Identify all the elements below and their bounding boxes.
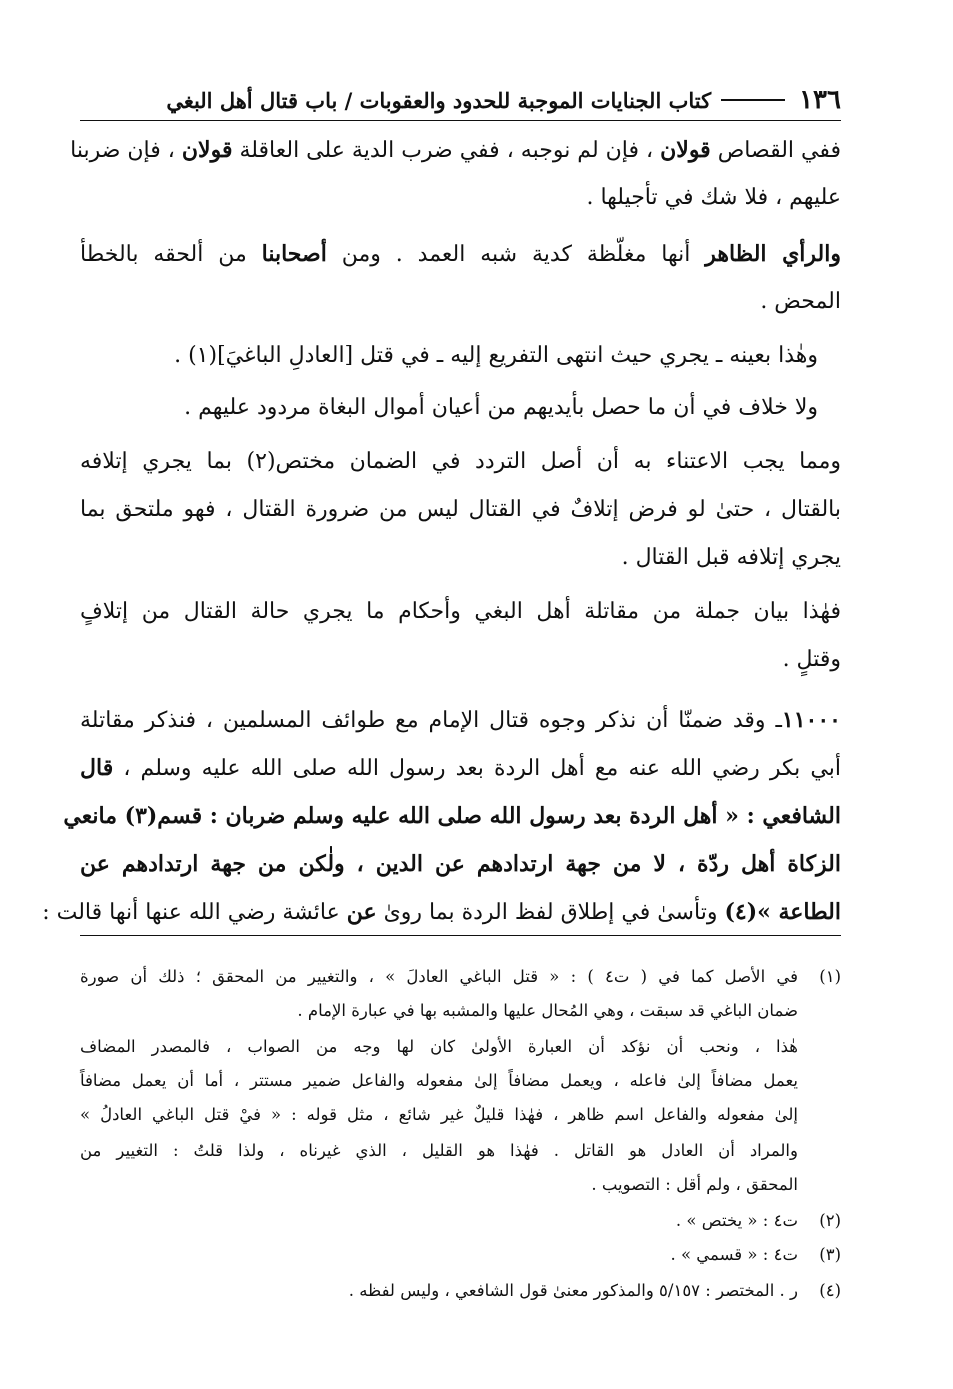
bold-term: عن — [346, 899, 377, 925]
footnote-separator — [80, 935, 841, 936]
bold-term: أصحابنا — [261, 241, 327, 267]
body-line — [70, 130, 841, 170]
body-line — [80, 700, 841, 740]
body-line — [63, 796, 841, 836]
bold-term: قولان — [660, 137, 711, 163]
footnote-line: في الأصل كما في ( ت٤ ) : « قتل الباغي العادلَ » ، والتغيير من المحقق ؛ ذلك أن صورة — [80, 967, 798, 986]
text-run: من ألحقه بالخطأ — [80, 242, 262, 267]
footnote-number: (٢) — [819, 1211, 841, 1230]
body-line: فهٰذا بيان جملة من مقاتلة أهل البغي وأحكام ما يجري حالة القتال من إتلافٍ — [80, 599, 841, 624]
body-line — [80, 234, 841, 274]
footnote-number: (١) — [819, 967, 841, 986]
bold-term: والرأي الظاهر — [705, 241, 841, 267]
text-run: ، فإن ضربنا — [70, 138, 182, 163]
footnote-line: ر . المختصر : ٥/١٥٧ والمذكور معنىٰ قول الشافعي ، وليس لفظه . — [348, 1281, 798, 1300]
running-title: كتاب الجنايات الموجبة للحدود والعقوبات / باب قتال أهل البغي — [166, 87, 712, 113]
text-run: وتأسىٰ في إطلاق لفظ الردة بما روىٰ — [376, 900, 725, 925]
text-run: ففي القصاص — [710, 138, 841, 163]
body-line: بالقتال ، حتىٰ لو فرض إتلافٌ في القتال ليس من ضرورة القتال ، فهو ملتحق بما — [80, 497, 841, 522]
footnote-line: ت٤ : « يختص » . — [675, 1211, 798, 1230]
footnote-line: يعمل مضافاً إلىٰ فاعله ، ويعمل مضافاً إلىٰ مفعوله والفاعل ضمير مستتر ، أما أن يعمل مضافاً — [80, 1071, 798, 1090]
running-header — [80, 80, 841, 121]
footnote-number: (٤) — [819, 1281, 841, 1300]
footnote-line: ضمان الباغي قد سبقت ، وهي المُحال عليها والمشبه بها في عبارة الإمام . — [297, 1001, 798, 1020]
quote-text: : « أهل الردة بعد رسول الله صلى الله عليه وسلم ضربان : قسم(٣) مانعي — [63, 803, 763, 829]
bold-term: قال — [80, 755, 114, 781]
footnote-line: المحقق ، ولم أقل : التصويب . — [591, 1175, 798, 1194]
body-line: المحض . — [760, 289, 841, 314]
text-run: عائشة رضي الله عنها أنها قالت : — [42, 900, 347, 925]
header-dash — [721, 99, 785, 101]
body-line: الزكاة أهل ردّة ، لا من جهة ارتدادهم عن الدين ، ولٰكن من جهة ارتدادهم عن — [80, 851, 841, 877]
body-line — [80, 748, 841, 788]
text-run: أبي بكر رضي الله عنه مع أهل الردة بعد رسول الله صلى الله عليه وسلم ، — [113, 756, 841, 781]
section-number: ١١٠٠٠ — [781, 707, 841, 733]
text-run: أنها مغلّظة كدية شبه العمد . ومن — [326, 242, 706, 267]
text-run: ـ وقد ضمنّا أن نذكر وجوه قتال الإمام مع طوائف المسلمين ، فنذكر مقاتلة — [80, 708, 782, 733]
bold-term: الشافعي — [762, 803, 841, 829]
bold-term: قولان — [181, 137, 233, 163]
body-line: ومما يجب الاعتناء به أن أصل التردد في الضمان مختص(٢) بما يجري إتلافه — [80, 449, 841, 474]
footnote-number: (٣) — [819, 1245, 841, 1264]
page-number: ١٣٦ — [799, 85, 841, 115]
footnote-line: هٰذا ، ونحب أن نؤكد أن العبارة الأولىٰ كان لها وجه من الصواب ، فالمصدر المضاف — [80, 1037, 798, 1056]
body-line: يجري إتلافه قبل القتال . — [621, 545, 841, 570]
quote-text: الطاعة »(٤) — [724, 899, 841, 925]
footnote-line: ت٤ : « قسمي » . — [670, 1245, 798, 1264]
footnote-line: والمراد أن العادل هو القاتل . فهٰذا هو القليل ، الذي غيرناه ، ولذا قلتُ : التغيير من — [80, 1141, 798, 1160]
text-run: ، فإن لم نوجبه ، ففي ضرب الدية على العاقلة — [232, 138, 661, 163]
body-line — [42, 892, 841, 932]
body-line: وهٰذا بعينه ـ يجري حيث انتهى التفريع إليه ـ في قتل [العادلِ الباغيَ](١) . — [174, 343, 818, 368]
footnote-line: إلىٰ مفعوله والفاعل اسم ظاهر ، فهٰذا قليلٌ غير شائع ، مثل قوله : « فيْ قتل الباغي العادلُ » — [80, 1105, 798, 1124]
body-line: ولا خلاف في أن ما حصل بأيديهم من أعيان أموال البغاة مردود عليهم . — [184, 395, 818, 420]
body-line: وقتلٍ . — [782, 647, 841, 672]
body-line: عليهم ، فلا شك في تأجيلها . — [586, 185, 841, 210]
